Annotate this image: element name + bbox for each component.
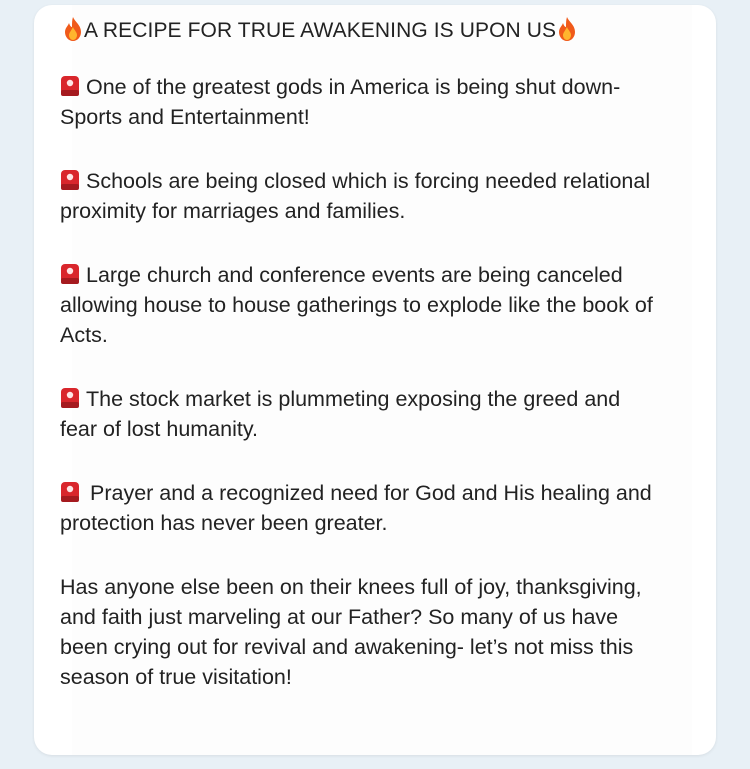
police-light-icon	[60, 75, 80, 97]
list-item	[60, 478, 660, 538]
closing-paragraph: Has anyone else been on their knees full of joy, thanksgiving, and faith just marveling at our Father? So many of us have been crying out for revival and awakening- let’s not miss this season of true visitation!	[60, 575, 642, 689]
list-item	[60, 384, 660, 444]
point-text: Prayer and a recognized need for God and His healing and protection has never been greater.	[60, 481, 652, 535]
police-light-icon	[60, 481, 80, 503]
list-item	[60, 166, 660, 226]
point-text: Schools are being closed which is forcing needed relational proximity for marriages and families.	[60, 169, 651, 223]
police-light-icon	[60, 263, 80, 285]
police-light-icon	[60, 169, 80, 191]
list-item	[60, 72, 660, 132]
post-title-text: A RECIPE FOR TRUE AWAKENING IS UPON US	[84, 19, 557, 42]
fire-icon	[556, 16, 578, 42]
fire-icon	[62, 16, 84, 42]
police-light-icon	[60, 387, 80, 409]
point-text: The stock market is plummeting exposing the greed and fear of lost humanity.	[60, 387, 621, 441]
point-text: Large church and conference events are being canceled allowing house to house gatherings to explode like the book of Acts.	[60, 263, 653, 347]
point-text: One of the greatest gods in America is being shut down- Sports and Entertainment!	[60, 75, 621, 129]
post-title	[62, 16, 660, 46]
post-content	[60, 16, 660, 692]
list-item	[60, 260, 660, 350]
